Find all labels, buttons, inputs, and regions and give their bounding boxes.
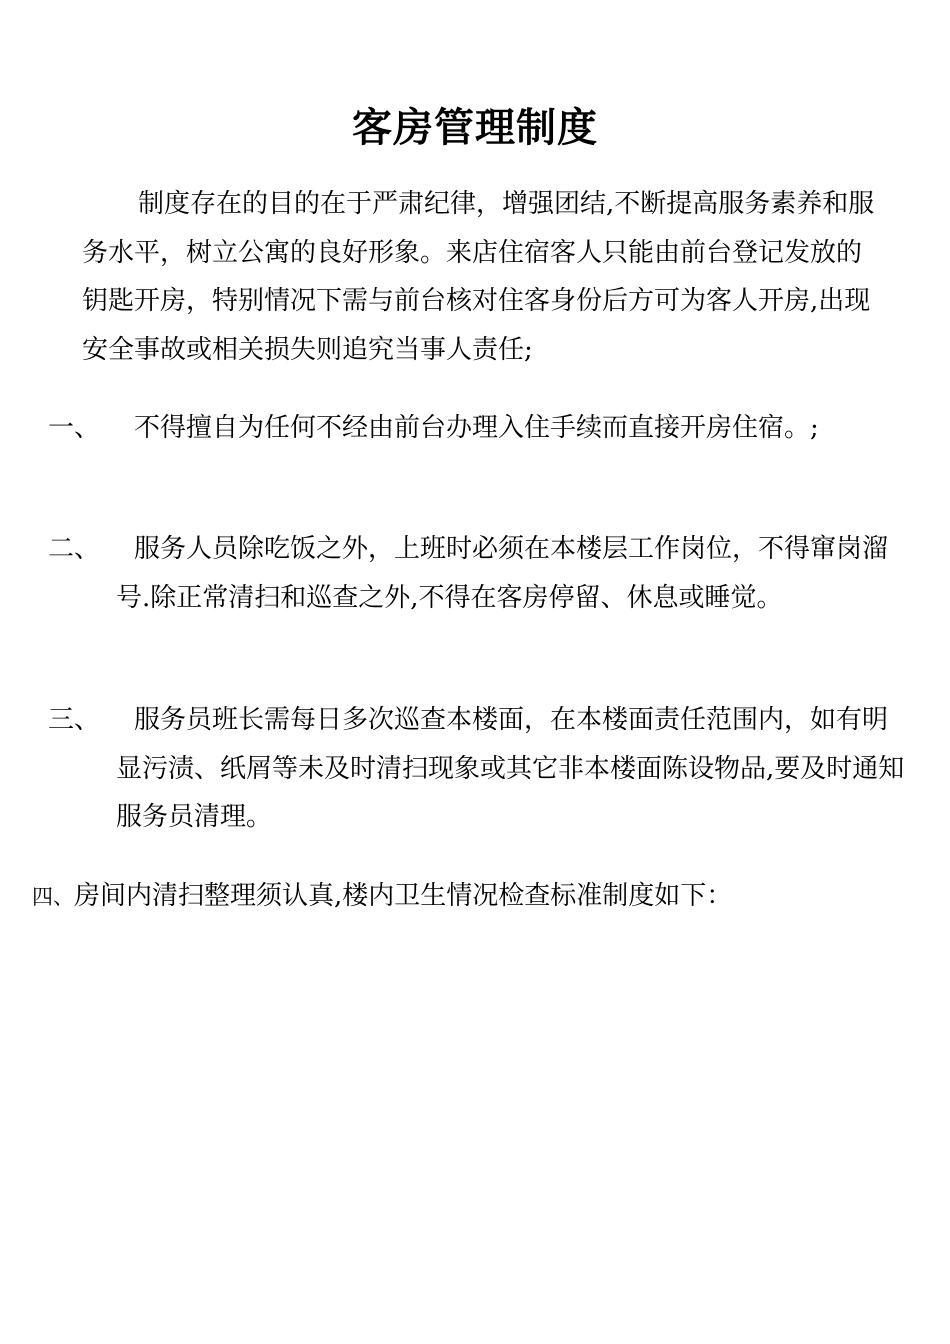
rule-item-1 bbox=[48, 404, 906, 453]
rule-number: 三、 bbox=[48, 705, 101, 735]
rule-text: 服务人员除吃饭之外，上班时必须在本楼层工作岗位，不得窜岗溜号.除正常清扫和巡查之外,不得在客房停留、休息或睡觉。 bbox=[116, 534, 889, 613]
rule-text: 服务员班长需每日多次巡查本楼面，在本楼面责任范围内，如有明显污渍、纸屑等未及时清扫现象或其它非本楼面陈设物品,要及时通知服务员清理。 bbox=[116, 705, 905, 832]
rule-text: 房间内清扫整理须认真,楼内卫生情况检查标准制度如下： bbox=[74, 881, 733, 911]
rule-text: 不得擅自为任何不经由前台办理入住手续而直接开房住宿。; bbox=[134, 413, 819, 443]
rule-number: 二、 bbox=[48, 534, 101, 564]
rule-item-3 bbox=[48, 696, 906, 842]
rule-number: 一、 bbox=[48, 413, 101, 443]
rule-item-2 bbox=[48, 525, 906, 622]
intro-paragraph: 制度存在的目的在于严肃纪律，增强团结,不断提高服务素养和服务水平，树立公寓的良好形象。来店住宿客人只能由前台登记发放的钥匙开房，特别情况下需与前台核对住客身份后方可为客人开房,出现安全事故或相关损失则追究当事人责任; bbox=[82, 189, 875, 365]
rule-number: 四、 bbox=[32, 885, 74, 909]
rule-item-4 bbox=[32, 872, 906, 922]
document-title: 客房管理制度 bbox=[352, 105, 598, 151]
